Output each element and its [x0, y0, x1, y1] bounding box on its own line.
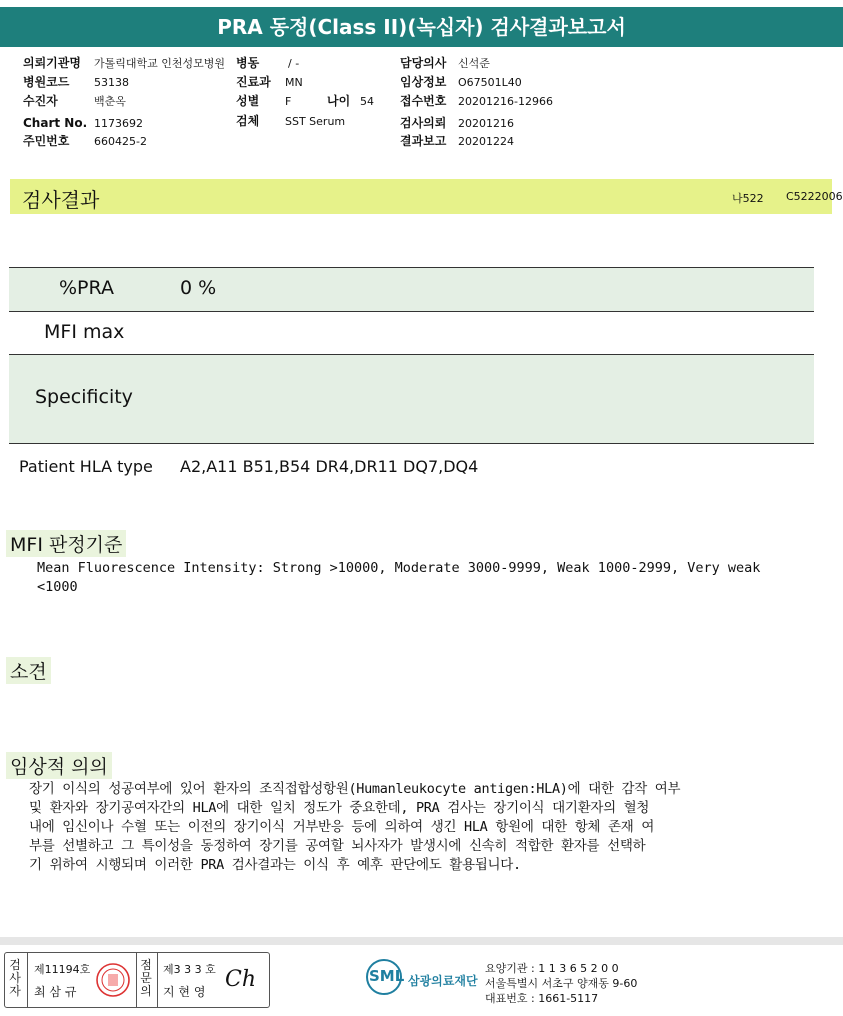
- opinion-title: 소견: [6, 657, 51, 684]
- clinical-line: 장기 이식의 성공여부에 있어 환자의 조직접합성항원(Humanleukocyte antigen:HLA)에 대한 감작 여부: [29, 781, 681, 797]
- signature-box: [4, 952, 270, 1008]
- request-date-value: 20201216: [458, 117, 514, 130]
- mfi-criteria-title: MFI 판정기준: [6, 530, 126, 557]
- sml-logo-text: SML: [369, 967, 405, 985]
- resident-no-label: 주민번호: [23, 134, 70, 148]
- reviewer-signature: Ch: [225, 967, 257, 992]
- care-code: 요양기관 : 1 1 3 6 5 2 0 0: [485, 962, 619, 975]
- divider: [27, 953, 28, 1007]
- receipt-label: 접수번호: [400, 94, 447, 108]
- mfi-criteria-line2: <1000: [37, 579, 78, 595]
- result-code-1: 나522: [732, 192, 764, 205]
- clinical-info-value: O67501L40: [458, 76, 522, 89]
- doctor-label: 담당의사: [400, 56, 447, 70]
- specificity-label: Specificity: [35, 386, 133, 408]
- clinical-title: 임상적 의의: [6, 752, 112, 779]
- doctor-value: 신석준: [458, 57, 490, 70]
- mfi-max-label: MFI max: [44, 321, 125, 343]
- institution-label: 의뢰기관명: [23, 56, 81, 70]
- clinical-line: 내에 임신이나 수혈 또는 이전의 장기이식 거부반응 등에 의하여 생긴 HLA 항원에 대한 항체 존재 여: [29, 819, 655, 835]
- dept-value: MN: [285, 76, 303, 89]
- divider: [136, 953, 137, 1007]
- receipt-value: 20201216-12966: [458, 95, 553, 108]
- ward-label: 병동: [236, 56, 260, 70]
- pra-label: %PRA: [59, 277, 114, 299]
- hospital-code-value: 53138: [94, 76, 129, 89]
- header-info: [0, 54, 843, 154]
- org-address: 서울특별시 서초구 양재동 9-60: [485, 977, 638, 990]
- hospital-code-label: 병원코드: [23, 75, 70, 89]
- chart-no-value: 1173692: [94, 117, 143, 130]
- specificity-row: [9, 354, 814, 444]
- mfi-max-row: [9, 311, 814, 354]
- report-title: PRA 동정(Class II)(녹십자) 검사결과보고서: [0, 7, 843, 47]
- reviewer-license: 제3 3 3 호: [163, 963, 216, 976]
- patient-value: 백춘옥: [94, 95, 126, 108]
- clinical-info-label: 임상정보: [400, 75, 447, 89]
- result-section-bar: [10, 179, 843, 214]
- clinical-line: 및 환자와 장기공여자간의 HLA에 대한 일치 정도가 중요한데, PRA 검사는 장기이식 대기환자의 혈청: [29, 800, 650, 816]
- examiner-vertical-label: 검 사 자: [9, 958, 21, 998]
- report-date-value: 20201224: [458, 135, 514, 148]
- hla-value: A2,A11 B51,B54 DR4,DR11 DQ7,DQ4: [180, 457, 479, 476]
- org-phone: 대표번호 : 1661-5117: [485, 992, 599, 1005]
- hla-label: Patient HLA type: [19, 457, 153, 476]
- examiner-name: 최 삼 규: [34, 985, 77, 999]
- footer-separator: [0, 937, 843, 945]
- reviewer-name: 지 현 영: [163, 985, 206, 999]
- mfi-criteria-line1: Mean Fluorescence Intensity: Strong >10000, Moderate 3000-9999, Weak 1000-2999, Very weak: [37, 560, 761, 576]
- resident-no-value: 660425-2: [94, 135, 147, 148]
- examiner-license: 제11194호: [34, 963, 91, 976]
- sex-value: F: [285, 95, 292, 108]
- clinical-text: [29, 780, 829, 875]
- org-info: [485, 961, 637, 1006]
- pra-row: [9, 267, 814, 312]
- request-date-label: 검사의뢰: [400, 116, 447, 130]
- reviewer-vertical-label: 점 문 의: [140, 958, 152, 998]
- specimen-label: 검체: [236, 114, 260, 128]
- hla-row: [9, 455, 814, 481]
- result-code-2: C5222006: [786, 190, 843, 203]
- institution-value: 가톨릭대학교 인천성모병원: [94, 57, 226, 70]
- sex-label: 성별: [236, 94, 260, 108]
- examiner-seal-icon: [95, 962, 131, 1002]
- patient-label: 수진자: [23, 94, 58, 108]
- dept-label: 진료과: [236, 75, 271, 89]
- pra-value: 0 %: [180, 277, 217, 299]
- specimen-value: SST Serum: [285, 115, 346, 128]
- result-section-title: 검사결과: [22, 188, 100, 212]
- chart-no-label: Chart No.: [23, 116, 88, 130]
- age-value: 54: [360, 95, 374, 108]
- divider: [157, 953, 158, 1007]
- age-label: 나이: [327, 94, 351, 108]
- clinical-line: 부를 선별하고 그 특이성을 동정하여 장기를 공여할 뇌사자가 발생시에 신속히 적합한 환자를 선택하: [29, 838, 646, 854]
- report-date-label: 결과보고: [400, 134, 447, 148]
- clinical-line: 기 위하여 시행되며 이러한 PRA 검사결과는 이식 후 예후 판단에도 활용됩니다.: [29, 857, 521, 873]
- ward-value: / -: [288, 57, 300, 70]
- org-name: 삼광의료재단: [408, 974, 478, 988]
